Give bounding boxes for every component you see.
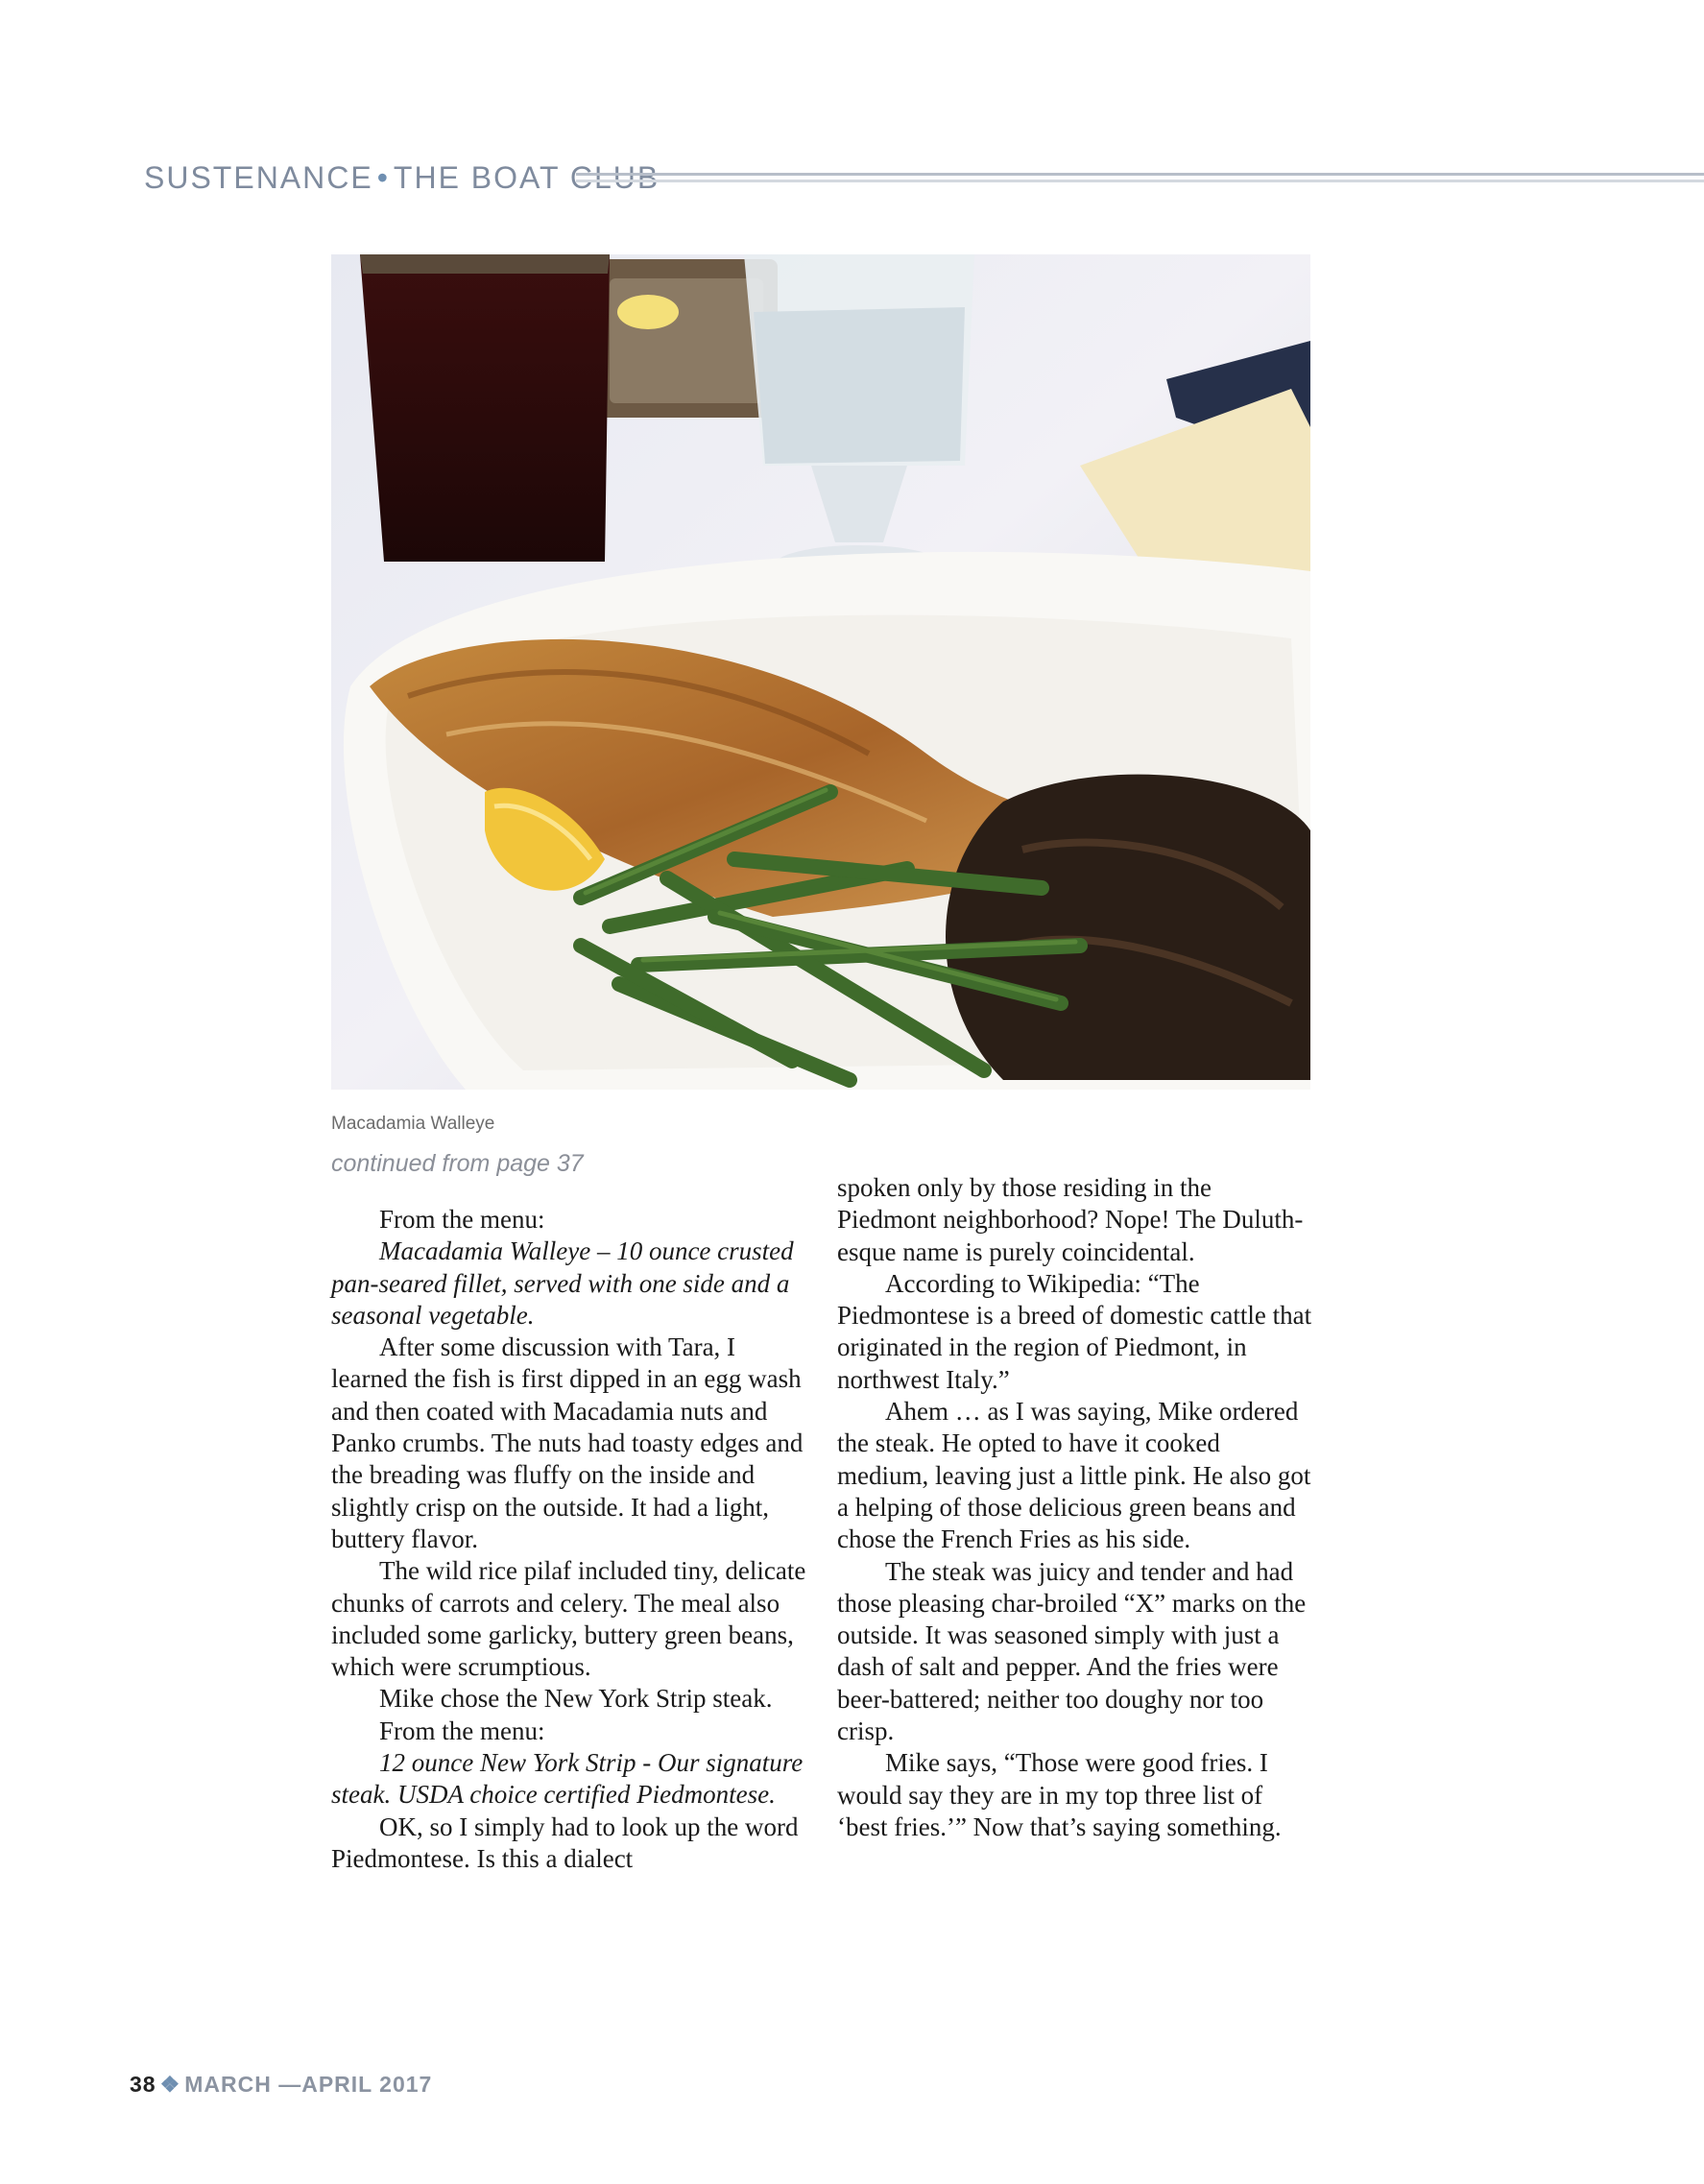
paragraph: From the menu: bbox=[379, 1716, 545, 1745]
section-name: SUSTENANCE bbox=[144, 160, 373, 195]
menu-quote: 12 ounce New York Strip - Our signature steak. USDA choice certified Piedmontese. bbox=[331, 1748, 804, 1810]
paragraph: Ahem … as I was saying, Mike ordered the steak. He opted to have it cooked medium, leaving just a little pink. He also got a helping of those delicious green beans and chose the French Fries as his side. bbox=[837, 1397, 1311, 1554]
paragraph: Mike says, “Those were good fries. I would say they are in my top three list of ‘best fries.’” Now that’s saying something. bbox=[837, 1748, 1282, 1841]
continued-note: continued from page 37 bbox=[331, 1150, 584, 1177]
issue-date: MARCH —APRIL 2017 bbox=[184, 2072, 433, 2097]
page-number: 38 bbox=[130, 2072, 156, 2097]
section-header bbox=[144, 154, 1704, 202]
header-separator: • bbox=[376, 160, 390, 195]
paragraph: spoken only by those residing in the Piedmont neighborhood? Nope! The Duluth-esque name is purely coincidental. bbox=[837, 1173, 1304, 1266]
photo-caption: Macadamia Walleye bbox=[331, 1114, 495, 1134]
left-column bbox=[331, 1204, 811, 1875]
paragraph: From the menu: bbox=[379, 1205, 545, 1234]
paragraph: The wild rice pilaf included tiny, delicate chunks of carrots and celery. The meal also included some garlicky, buttery green beans, which were scrumptious. bbox=[331, 1556, 806, 1682]
diamond-icon: ❖ bbox=[159, 2072, 181, 2097]
page-footer bbox=[130, 2072, 432, 2098]
paragraph: OK, so I simply had to look up the word Piedmontese. Is this a dialect bbox=[331, 1812, 799, 1873]
right-column bbox=[837, 1172, 1317, 1843]
paragraph: The steak was juicy and tender and had those pleasing char-broiled “X” marks on the outside. It was seasoned simply with just a dash of salt and pepper. And the fries were beer-battered; neither too doughy nor too crisp. bbox=[837, 1556, 1307, 1746]
paragraph: According to Wikipedia: “The Piedmontese is a breed of domestic cattle that originated in the region of Piedmont, in northwest Italy.” bbox=[837, 1268, 1312, 1394]
paragraph: Mike chose the New York Strip steak. bbox=[379, 1684, 773, 1714]
article-title: THE BOAT CLUB bbox=[393, 160, 660, 195]
menu-quote: Macadamia Walleye – 10 ounce crusted pan-seared fillet, served with one side and a seasonal vegetable. bbox=[331, 1236, 794, 1330]
food-photo bbox=[331, 254, 1310, 1090]
paragraph: After some discussion with Tara, I learned the fish is first dipped in an egg wash and then coated with Macadamia nuts and Panko crumbs. The nuts had toasty edges and the breading was fluffy on the inside and slightly crisp on the outside. It had a light, buttery flavor. bbox=[331, 1332, 804, 1553]
header-rule bbox=[576, 173, 1704, 182]
